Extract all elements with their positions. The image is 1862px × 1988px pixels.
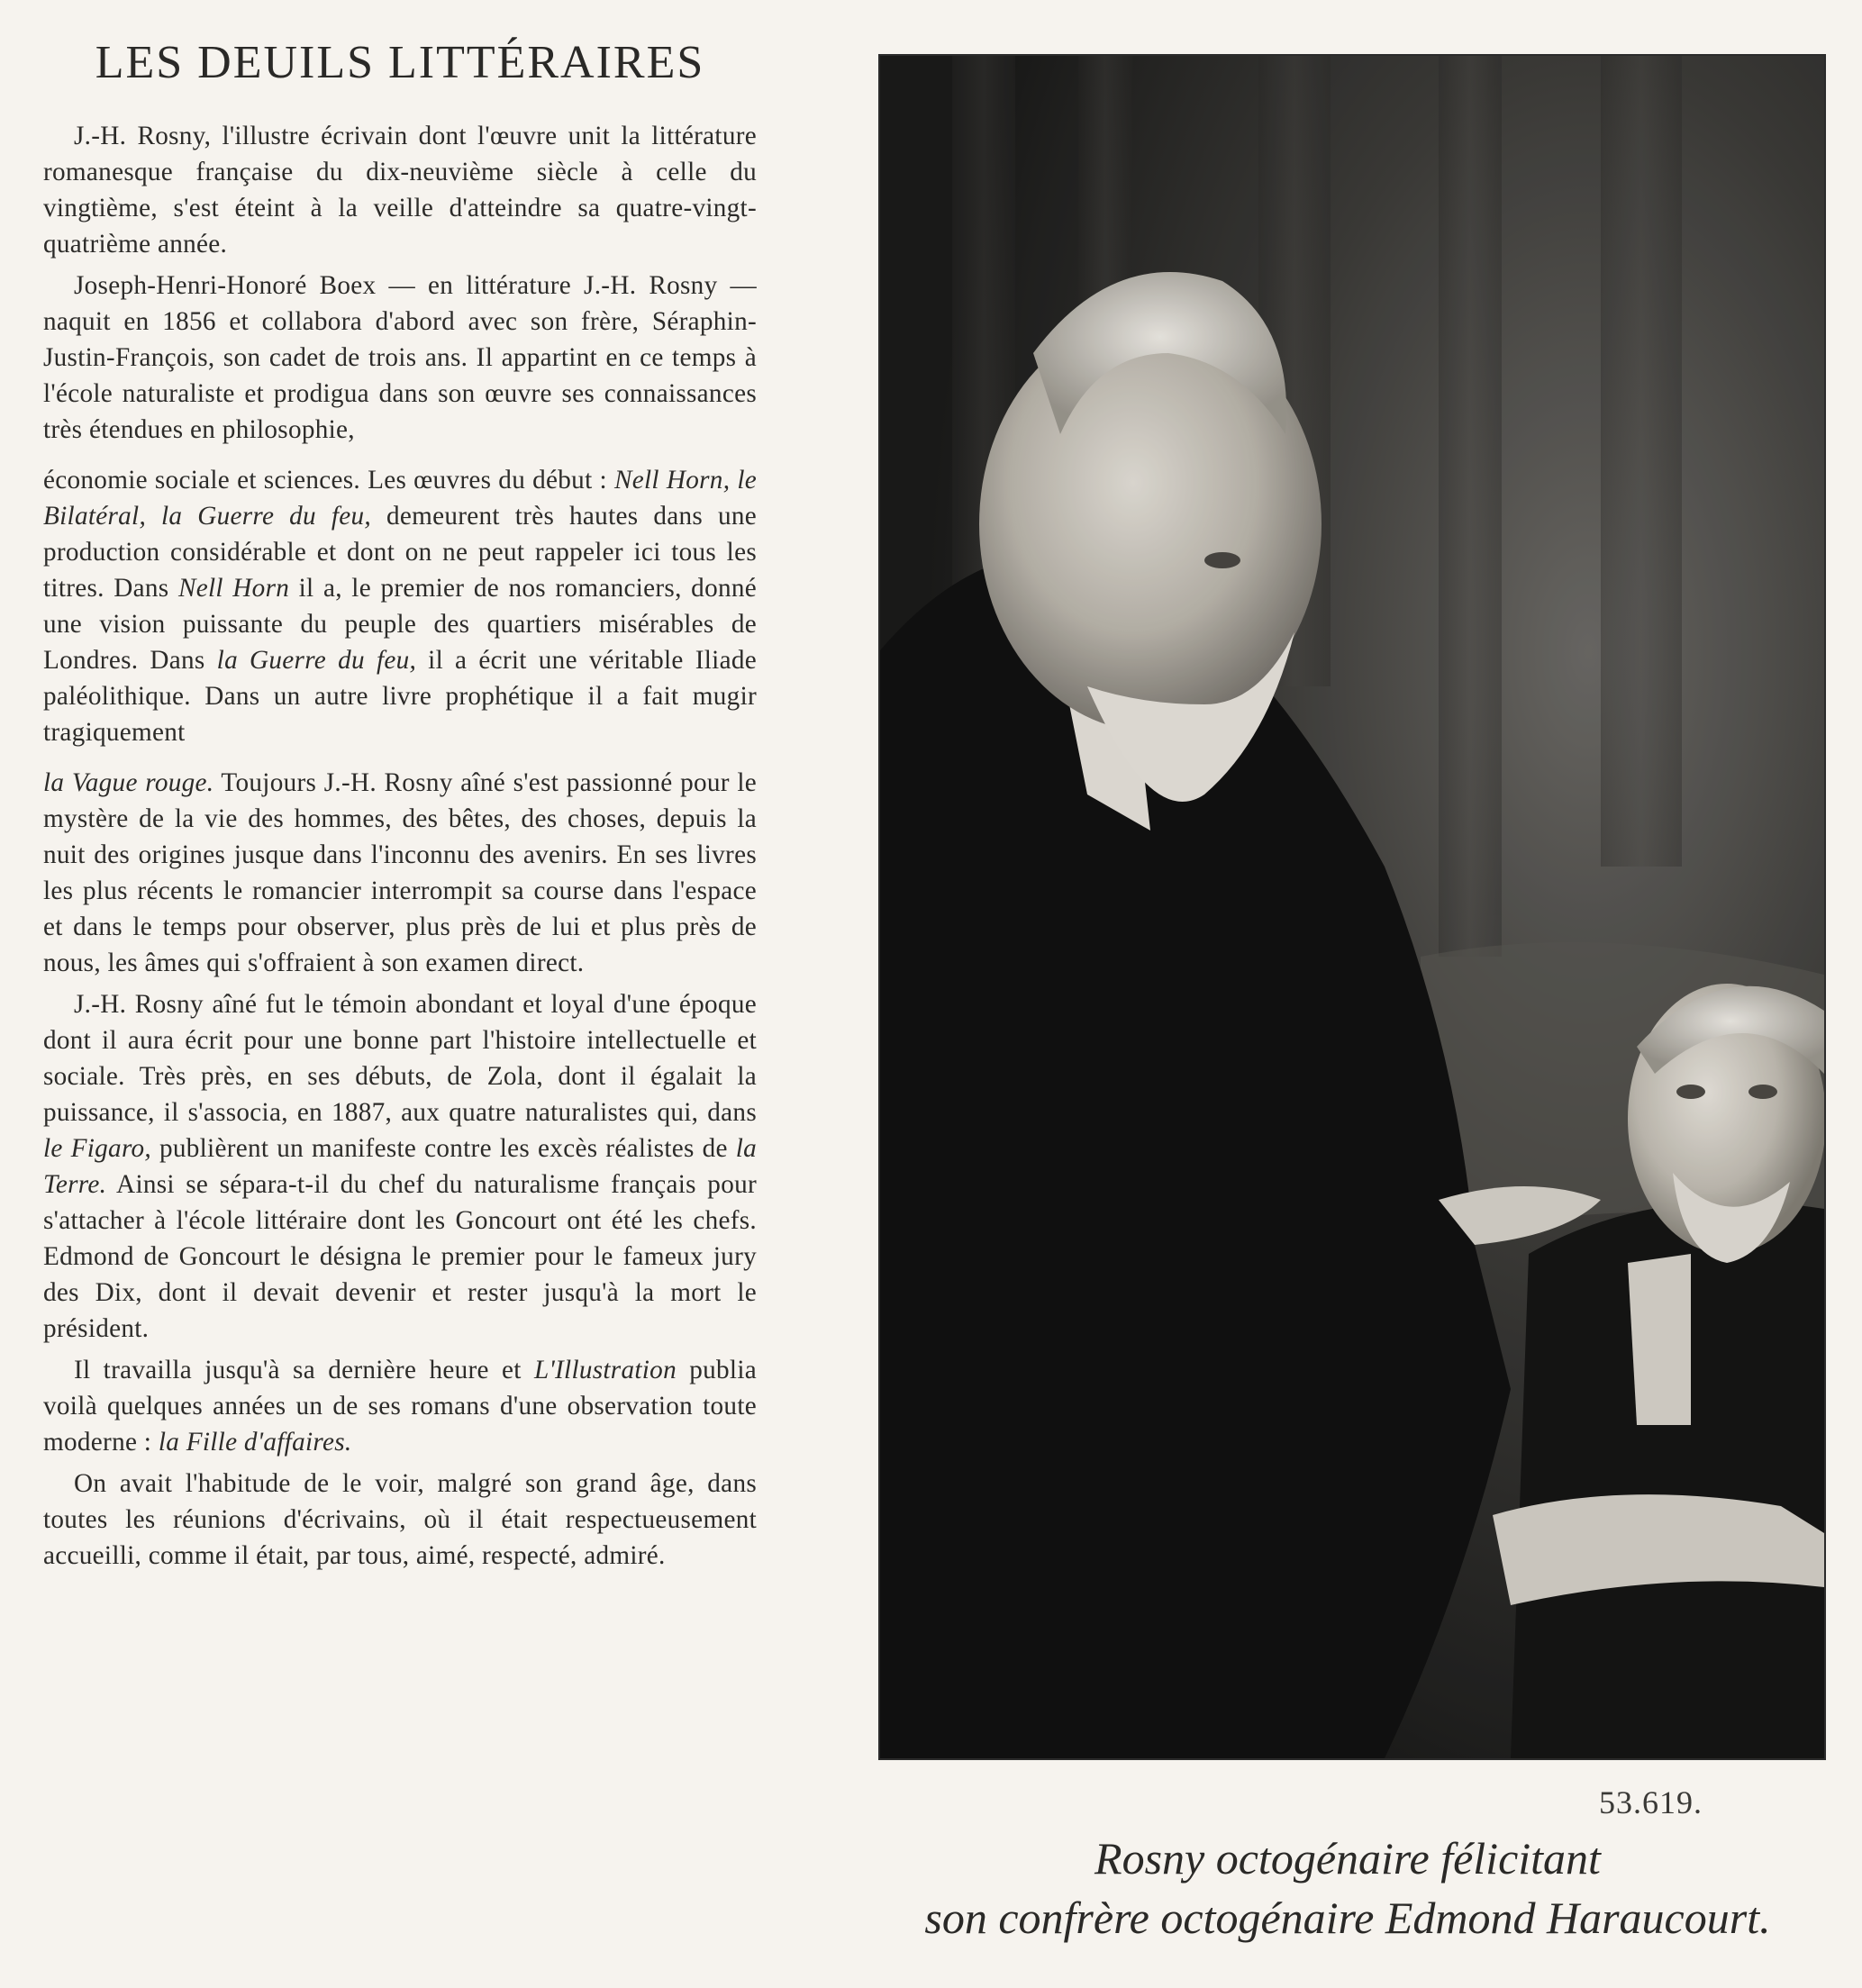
paragraph-2: Joseph-Henri-Honoré Boex — en littérature J.-H. Rosny — naquit en 1856 et collabora d'abord avec son frère, Séraphin-Justin-François, son cadet de trois ans. Il appartint en ce temps à l'école naturaliste et prodigua dans son œuvre ses connaissances très étendues en philosophie, (43, 271, 757, 444)
book-titles-early-works: Nell Horn, le Bilatéral, la Guerre du feu, (43, 466, 757, 531)
newspaper-title-figaro: le Figaro, (43, 1134, 152, 1163)
paragraph-6-text-b: publia voilà quelques années un de ses romans d'une observation toute moderne : (43, 1356, 757, 1457)
book-title-fille-d-affaires: la Fille d'affaires. (158, 1428, 352, 1457)
article-column (43, 36, 757, 1579)
photo-reference-number: 53.619. (1599, 1784, 1703, 1820)
paragraph-3 (43, 462, 757, 750)
book-title-nell-horn: Nell Horn (177, 574, 290, 603)
book-title-la-terre: la Terre. (43, 1134, 757, 1199)
photo-illustration (880, 56, 1824, 1758)
photograph (878, 54, 1826, 1760)
paragraph-6-text-a: Il travailla jusqu'à sa dernière heure et (74, 1356, 534, 1384)
paragraph-3-text-d: il a écrit une véritable Iliade paléolithique. Dans un autre livre prophétique il a fait mugir tragiquement (43, 646, 757, 747)
paragraph-5 (43, 986, 757, 1347)
paragraph-6 (43, 1352, 757, 1460)
photo-caption (833, 1829, 1862, 1947)
paragraph-1: J.-H. Rosny, l'illustre écrivain dont l'œuvre unit la littérature romanesque française du dix-neuvième siècle à celle du vingtième, s'est éteint à la veille d'atteindre sa quatre-vingt-quatrième année. (43, 122, 757, 259)
paragraph-7: On avait l'habitude de le voir, malgré son grand âge, dans toutes les réunions d'écrivains, où il était respectueusement accueilli, comme il était, par tous, aimé, respecté, admiré. (43, 1469, 757, 1570)
book-title-vague-rouge: la Vague rouge. (43, 768, 214, 797)
paragraph-3-text-c: il a, le premier de nos romanciers, donné une vision puissante du peuple des quartiers misérables de Londres. Dans (43, 574, 757, 675)
paragraph-3-text-a: économie sociale et sciences. Les œuvres du début : (43, 466, 614, 495)
magazine-title-illustration: L'Illustration (533, 1356, 677, 1384)
caption-line-2: son confrère octogénaire Edmond Haraucourt. (924, 1893, 1771, 1943)
article-body (43, 118, 757, 1574)
article-heading: LES DEUILS LITTÉRAIRES (95, 37, 705, 88)
book-title-guerre-du-feu: la Guerre du feu, (216, 646, 417, 675)
paragraph-5-text-b: publièrent un manifeste contre les excès réalistes de (151, 1134, 736, 1163)
paragraph-5-text-c: Ainsi se sépara-t-il du chef du naturalisme français pour s'attacher à l'école littéraire dont les Goncourt ont été les chefs. Edmond de Goncourt le désigna le premier pour le fameux jury des Dix, dont il devait devenir et rester jusqu'à la mort le président. (43, 1170, 757, 1343)
caption-line-1: Rosny octogénaire félicitant (1094, 1833, 1601, 1884)
paragraph-4-text: Toujours J.-H. Rosny aîné s'est passionné pour le mystère de la vie des hommes, des bêtes, des choses, depuis la nuit des origines jusque dans l'inconnu des avenirs. En ses livres les plus récents le romancier interrompit sa course dans l'espace et dans le temps pour observer, plus près de lui et plus près de nous, les âmes qui s'offraient à son examen direct. (43, 768, 757, 977)
paragraph-4 (43, 765, 757, 981)
paragraph-3-text-b: demeurent très hautes dans une production considérable et dont on ne peut rappeler ici tous les titres. Dans (43, 502, 757, 603)
paragraph-5-text-a: J.-H. Rosny aîné fut le témoin abondant et loyal d'une époque dont il aura écrit pour une bonne part l'histoire intellectuelle et sociale. Très près, en ses débuts, de Zola, dont il égalait la puissance, il s'associa, en 1887, aux quatre naturalistes qui, dans (43, 990, 757, 1127)
